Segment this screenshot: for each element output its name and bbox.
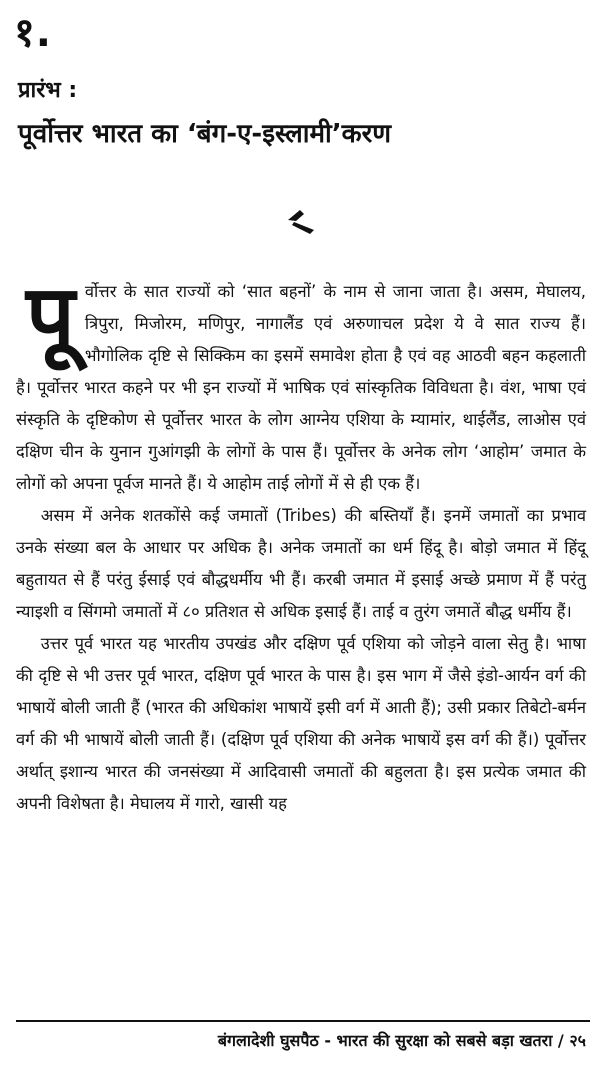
- paragraph-3: उत्तर पूर्व भारत यह भारतीय उपखंड और दक्षिण पूर्व एशिया को जोड़ने वाला सेतु है। भाषा की दृष्टि से भी उत्तर पूर्व भारत, दक्षिण पूर्व भारत के पास है। इस भाग में जैसे इंडो-आर्यन वर्ग की भाषायें बोली जाती हैं (भारत की अधिकांश भाषायें इसी वर्ग में आती हैं); उसी प्रकार तिबेटो-बर्मन वर्ग की भी भाषायें बोली जाती हैं। (दक्षिण पूर्व एशिया की अनेक भाषायें इस वर्ग की हैं।) पूर्वोत्तर अर्थात् इशान्य भारत की जनसंख्या में आदिवासी जमातों की बहुलता है। इस प्रत्येक जमात की अपनी विशेषता है। मेघालय में गारो, खासी यह: [16, 634, 586, 813]
- chapter-title: पूर्वोत्तर भारत का ‘बंग-ए-इस्लामी’करण: [18, 119, 392, 149]
- paragraph-2: असम में अनेक शतकोंसे कई जमातों (Tribes) की बस्तियाँ हैं। इनमें जमातों का प्रभाव उनके संख्या बल के आधार पर अधिक है। अनेक जमातों का धर्म हिंदू है। बोड़ो जमात में हिंदू बहुतायत से हैं परंतु ईसाई एवं बौद्धधर्मीय भी हैं। करबी जमात में इसाई अच्छे प्रमाण में हैं परंतु न्याइशी व सिंगमो जमातों में ८० प्रतिशत से अधिक इसाई हैं। ताई व तुरंग जमातें बौद्ध धर्मीय हैं।: [16, 506, 586, 621]
- leaf-ornament-icon: [284, 206, 328, 236]
- drop-cap: पू: [26, 267, 75, 367]
- body-text: [16, 267, 586, 820]
- chapter-number: १.: [14, 10, 52, 56]
- running-footer: बंगलादेशी घुसपैठ - भारत की सुरक्षा को सबसे बड़ा खतरा / २५: [217, 1031, 586, 1050]
- section-label: प्रारंभ :: [18, 78, 78, 103]
- paragraph-1-text: र्वोत्तर के सात राज्यों को ‘सात बहनों’ के नाम से जाना जाता है। असम, मेघालय, त्रिपुरा, मिजोरम, मणिपुर, नागालैंड एवं अरुणाचल प्रदेश ये वे सात राज्य हैं। भौगोलिक दृष्टि से सिक्किम का इसमें समावेश होता है एवं वह आठवी बहन कहलाती है। पूर्वोत्तर भारत कहने पर भी इन राज्यों में भाषिक एवं सांस्कृतिक विविधता है। वंश, भाषा एवं संस्कृति के दृष्टिकोण से पूर्वोत्तर भारत के लोग आग्नेय एशिया के म्यामांर, थाईलैंड, लाओस एवं दक्षिण चीन के युनान गुआंगझी के लोगों के पास हैं। पूर्वोत्तर के अनेक लोग ‘आहोम’ जमात के लोगों को अपना पूर्वज मानते हैं। ये आहोम ताई लोगों में से ही एक हैं।: [16, 282, 586, 493]
- footer-rule: [16, 1020, 590, 1022]
- paragraph-1: [16, 267, 586, 500]
